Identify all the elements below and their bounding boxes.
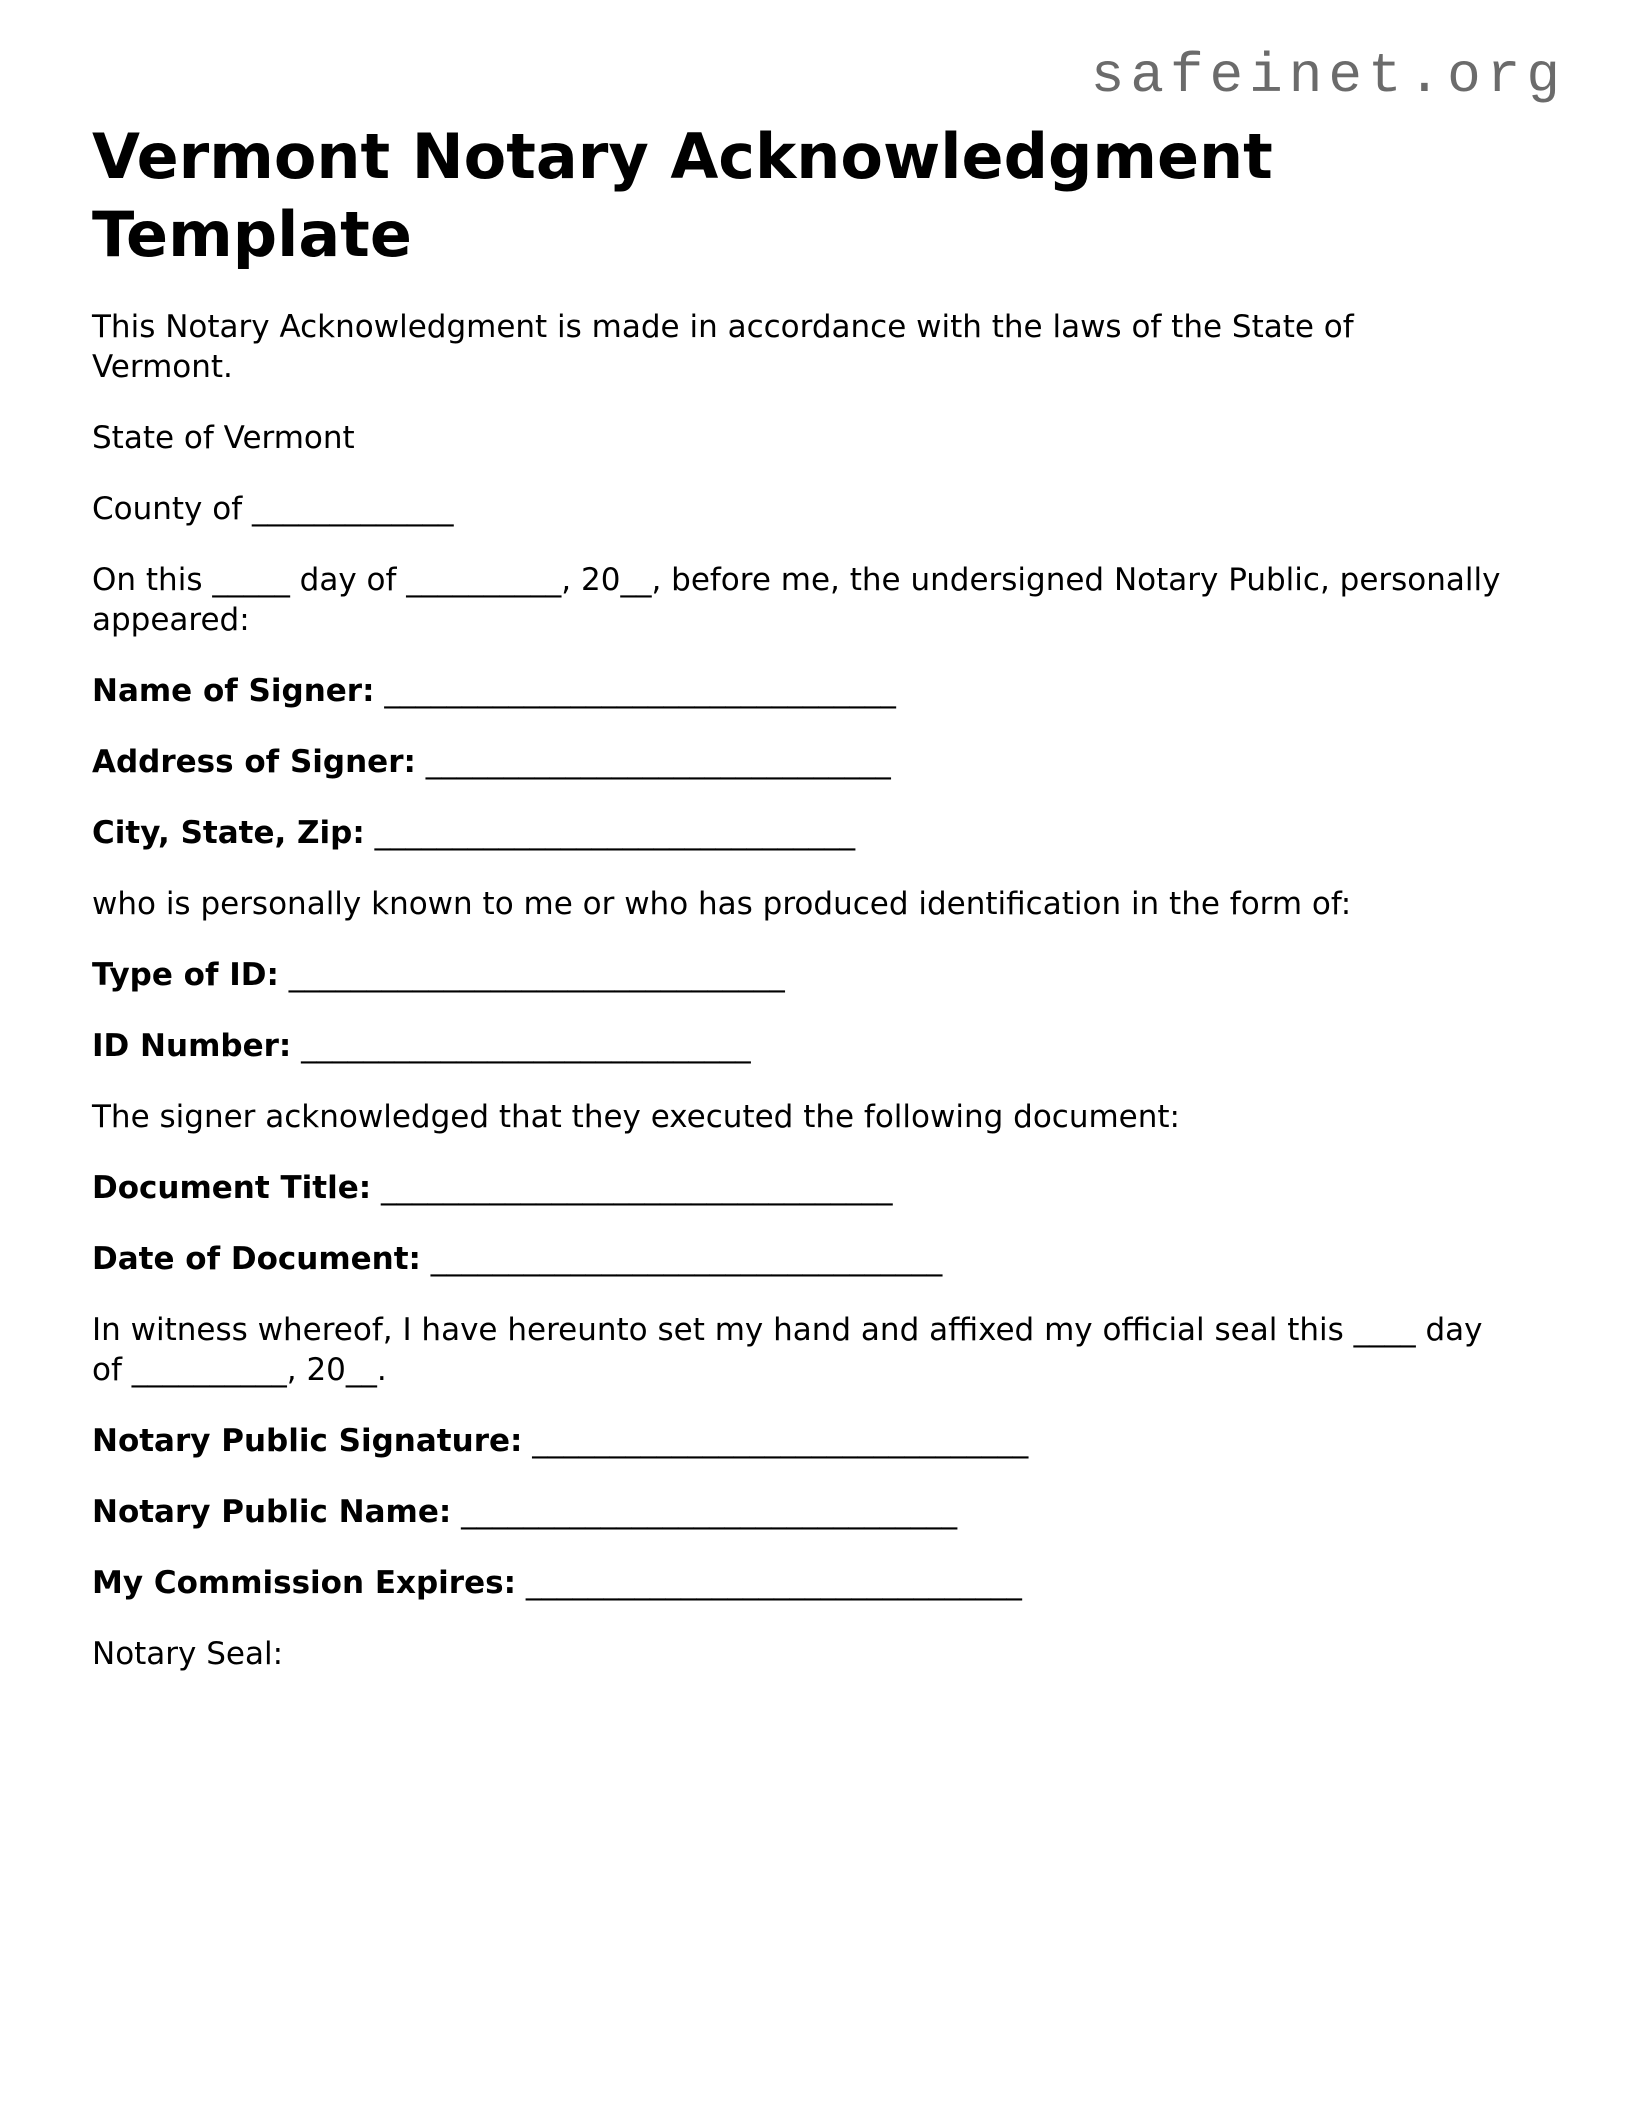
document-title-field-blank-line: _________________________________	[371, 1170, 893, 1206]
intro-paragraph: This Notary Acknowledgment is made in accordance with the laws of the State of Vermont.	[92, 309, 1354, 385]
document-body	[92, 307, 1552, 1674]
date-of-document-field-blank-line: _________________________________	[420, 1241, 943, 1277]
notary-public-signature-field	[92, 1421, 1552, 1461]
page-title: Vermont Notary Acknowledgment Template	[92, 120, 1273, 271]
my-commission-expires-field-blank-line: ________________________________	[515, 1565, 1022, 1601]
city-state-zip-field-label: City, State, Zip:	[92, 815, 365, 851]
address-of-signer-field-blank-line: ______________________________	[415, 744, 891, 780]
address-of-signer-field-label: Address of Signer:	[92, 744, 416, 780]
id-number-field	[92, 1026, 1552, 1066]
notary-public-name-field-label: Notary Public Name:	[92, 1494, 452, 1530]
my-commission-expires-field	[92, 1563, 1552, 1603]
witness-paragraph: In witness whereof, I have hereunto set my hand and affixed my official seal this ____ day of __________, 20__.	[92, 1312, 1483, 1388]
address-of-signer-field	[92, 742, 1552, 782]
id-number-field-blank-line: _____________________________	[291, 1028, 751, 1064]
type-of-id-field-label: Type of ID:	[92, 957, 279, 993]
notary-public-signature-field-blank-line: ________________________________	[522, 1423, 1029, 1459]
city-state-zip-field-blank-line: _______________________________	[364, 815, 856, 851]
notary-seal-line: Notary Seal:	[92, 1636, 284, 1672]
acknowledgment-paragraph: The signer acknowledged that they executed the following document:	[92, 1099, 1180, 1135]
watermark-logo: safeinet.org	[1090, 44, 1566, 108]
name-of-signer-field	[92, 671, 1552, 711]
document-title-field-label: Document Title:	[92, 1170, 372, 1206]
county-line: County of _____________	[92, 491, 454, 527]
notary-public-name-field	[92, 1492, 1552, 1532]
document-content	[92, 0, 1552, 1705]
notary-public-name-field-blank-line: ________________________________	[451, 1494, 958, 1530]
my-commission-expires-field-label: My Commission Expires:	[92, 1565, 516, 1601]
id-number-field-label: ID Number:	[92, 1028, 292, 1064]
city-state-zip-field	[92, 813, 1552, 853]
type-of-id-field	[92, 955, 1552, 995]
date-of-document-field-label: Date of Document:	[92, 1241, 421, 1277]
state-line: State of Vermont	[92, 420, 355, 456]
identification-paragraph: who is personally known to me or who has produced identification in the form of:	[92, 886, 1352, 922]
appearance-paragraph: On this _____ day of __________, 20__, before me, the undersigned Notary Public, personally appeared:	[92, 562, 1501, 638]
type-of-id-field-blank-line: ________________________________	[278, 957, 785, 993]
document-title-field	[92, 1168, 1552, 1208]
name-of-signer-field-label: Name of Signer:	[92, 673, 375, 709]
name-of-signer-field-blank-line: _________________________________	[374, 673, 896, 709]
date-of-document-field	[92, 1239, 1552, 1279]
notary-public-signature-field-label: Notary Public Signature:	[92, 1423, 523, 1459]
